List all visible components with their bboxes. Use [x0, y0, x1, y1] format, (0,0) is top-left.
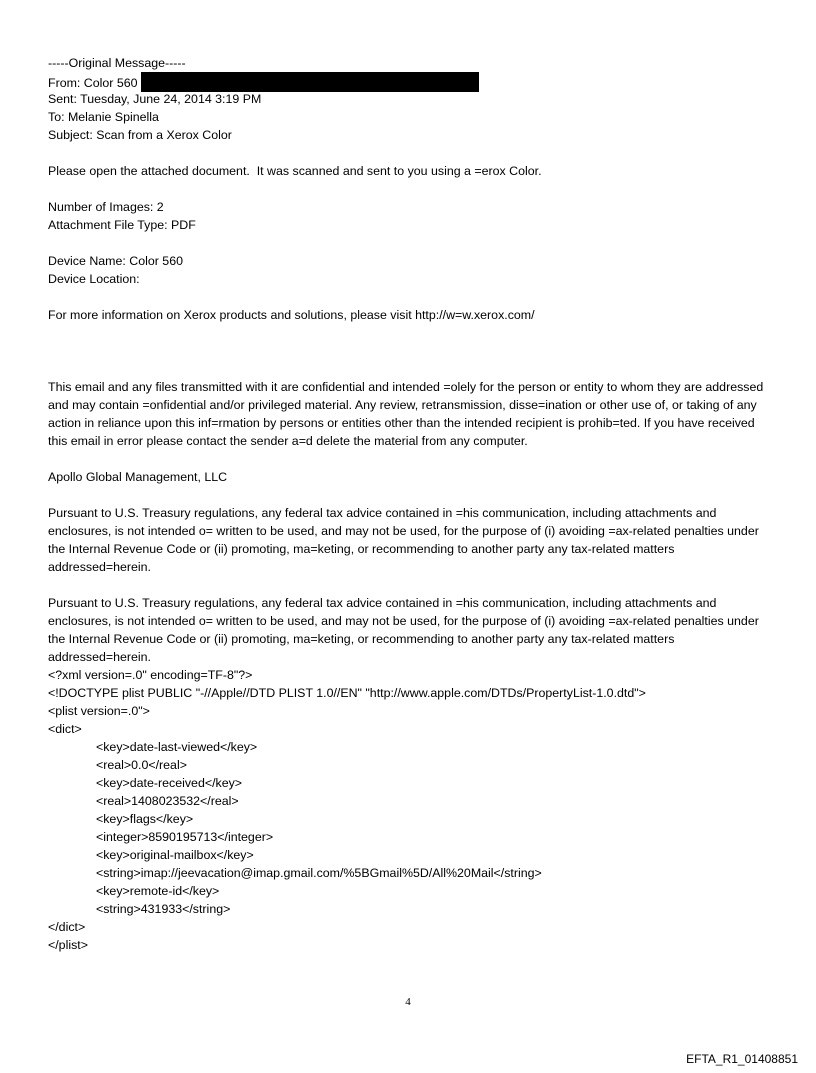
attachment-file-type: Attachment File Type: PDF [48, 218, 196, 232]
plist-entry: <real>1408023532</real> [96, 794, 239, 808]
email-content [48, 54, 768, 954]
plist-entry: <string>imap://jeevacation@imap.gmail.com/%5BGmail%5D/All%20Mail</string> [96, 866, 542, 880]
plist-entry: <key>flags</key> [96, 812, 194, 826]
plist-open-tag: <plist version=.0"> [48, 704, 150, 718]
plist-block [48, 666, 768, 954]
plist-entry: <string>431933</string> [96, 902, 231, 916]
plist-entry: <real>0.0</real> [96, 758, 187, 772]
plist-entry: <key>original-mailbox</key> [96, 848, 254, 862]
dict-close-tag: </dict> [48, 920, 86, 934]
document-id: EFTA_R1_01408851 [686, 1052, 798, 1066]
dict-open-tag: <dict> [48, 722, 82, 736]
company-name: Apollo Global Management, LLC [48, 470, 228, 484]
device-name: Device Name: Color 560 [48, 254, 183, 268]
xml-declaration: <?xml version=.0" encoding=TF-8"?> [48, 668, 253, 682]
device-location: Device Location: [48, 272, 140, 286]
email-header [48, 54, 768, 144]
original-message-label: -----Original Message----- [48, 56, 186, 70]
tax-notice-1: Pursuant to U.S. Treasury regulations, any federal tax advice contained in =his communication, including attachments and enclosures, is not intended o= written to be used, and may not be used, for the purpose of (i) avoiding =ax-related penalties under the Internal Revenue Code or (ii) promoting, ma=keting, or recommending to another party any tax-related matters addressed=herein. [48, 506, 759, 574]
more-info-line: For more information on Xerox products and solutions, please visit http://w=w.xerox.com/ [48, 308, 535, 322]
plist-entry: <key>date-received</key> [96, 776, 243, 790]
intro-paragraph: Please open the attached document. It was scanned and sent to you using a =erox Color. [48, 164, 542, 178]
plist-entry: <key>remote-id</key> [96, 884, 220, 898]
tax-notice-2: Pursuant to U.S. Treasury regulations, any federal tax advice contained in =his communication, including attachments and enclosures, is not intended o= written to be used, and may not be used, for the purpose of (i) avoiding =ax-related penalties under the Internal Revenue Code or (ii) promoting, ma=keting, or recommending to another party any tax-related matters addressed=herein. [48, 596, 759, 664]
to-line: To: Melanie Spinella [48, 110, 159, 124]
from-line [48, 72, 768, 90]
redaction-block [141, 72, 479, 92]
confidentiality-notice: This email and any files transmitted with it are confidential and intended =olely for the person or entity to whom they are addressed and may contain =onfidential and/or privileged material. Any review, retransmission, disse=ination or other use of, or taking of any action in reliance upon this inf=rmation by persons or entities other than the intended recipient is prohib=ted. If you have received this email in error please contact the sender a=d delete the material from any computer. [48, 380, 764, 448]
from-text: From: Color 560 [48, 76, 138, 90]
plist-entry: <key>date-last-viewed</key> [96, 740, 258, 754]
number-of-images: Number of Images: 2 [48, 200, 164, 214]
doctype-line: <!DOCTYPE plist PUBLIC "-//Apple//DTD PLIST 1.0//EN" "http://www.apple.com/DTDs/PropertyList-1.0.dtd"> [48, 686, 646, 700]
plist-entry: <integer>8590195713</integer> [96, 830, 274, 844]
sent-line: Sent: Tuesday, June 24, 2014 3:19 PM [48, 92, 262, 106]
page-number: 4 [405, 996, 411, 1008]
subject-line: Subject: Scan from a Xerox Color [48, 128, 232, 142]
plist-close-tag: </plist> [48, 938, 88, 952]
